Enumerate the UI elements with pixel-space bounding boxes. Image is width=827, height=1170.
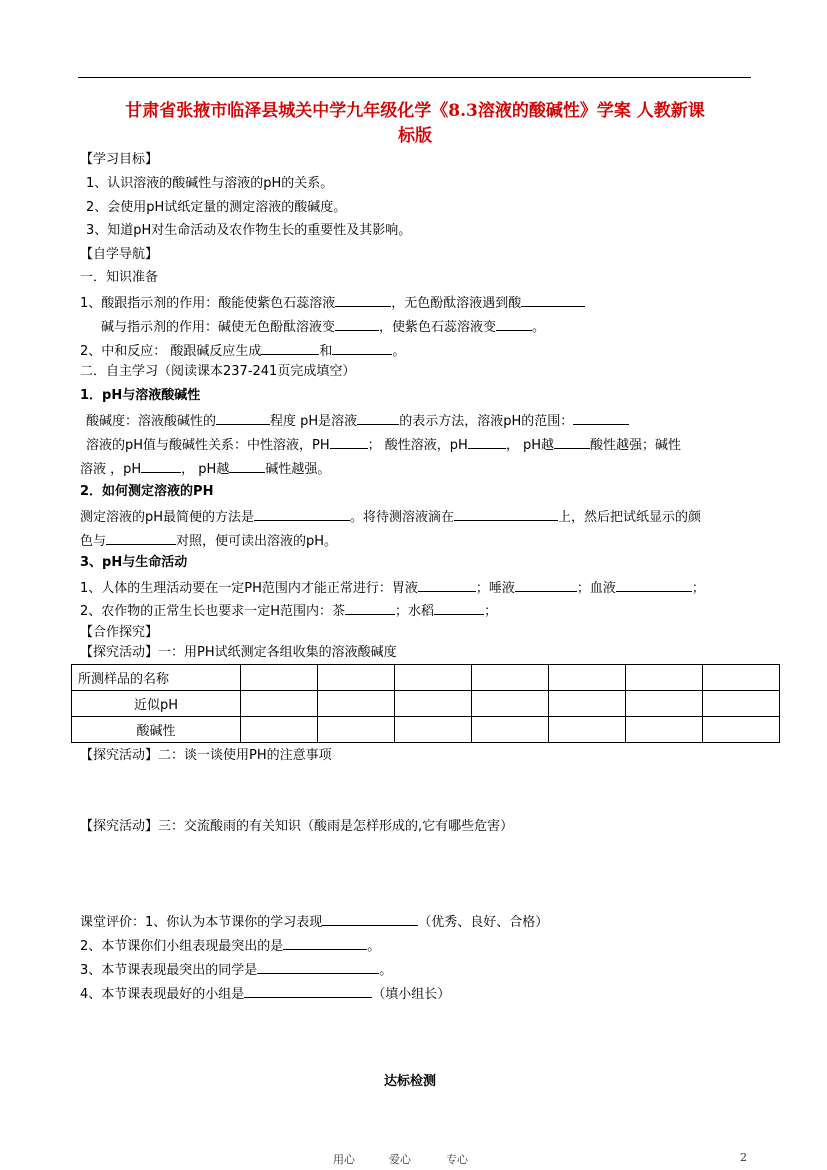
blank[interactable] xyxy=(573,410,629,425)
section-self-heading: 【自学导航】 xyxy=(80,247,159,262)
table-cell[interactable] xyxy=(703,691,780,717)
blank[interactable] xyxy=(330,434,368,449)
blank[interactable] xyxy=(244,983,372,998)
table-cell[interactable] xyxy=(318,665,395,691)
activity-3-heading: 【探究活动】三：交流酸雨的有关知识（酸雨是怎样形成的,它有哪些危害） xyxy=(80,819,514,834)
blank[interactable] xyxy=(254,506,350,521)
eval-line-4: 4、本节课表现最好的小组是 （填小组长） xyxy=(80,983,450,1005)
header-rule xyxy=(78,77,751,78)
footer-text-1: 用心 xyxy=(333,1153,355,1166)
row-label-sample-name: 所测样品的名称 xyxy=(72,665,241,691)
blank[interactable] xyxy=(468,434,506,449)
blank[interactable] xyxy=(515,577,577,592)
blank[interactable] xyxy=(554,434,590,449)
blank[interactable] xyxy=(141,458,181,473)
prep-line-3: 2、中和反应： 酸跟碱反应生成 和 。 xyxy=(80,340,405,362)
measure-line-1: 测定溶液的pH最简便的方法是 。将待测溶液滴在 上，然后把试纸显示的颜 xyxy=(80,506,701,528)
table-cell[interactable] xyxy=(318,717,395,743)
blank[interactable] xyxy=(496,316,532,331)
footer-text-3: 专心 xyxy=(446,1153,468,1166)
ph-line-2: 溶液的pH值与酸碱性关系：中性溶液，PH ； 酸性溶液，pH ， pH越 酸性越强；碱性 xyxy=(86,434,681,456)
experiment-table xyxy=(71,664,780,743)
blank[interactable] xyxy=(261,340,319,355)
blank[interactable] xyxy=(616,577,692,592)
table-cell[interactable] xyxy=(241,665,318,691)
part1-title: 一．知识准备 xyxy=(80,270,159,285)
heading-ph-life: 3、pH与生命活动 xyxy=(80,555,188,570)
table-cell[interactable] xyxy=(241,717,318,743)
blank[interactable] xyxy=(229,458,265,473)
blank[interactable] xyxy=(335,292,391,307)
row-label-acidity: 酸碱性 xyxy=(72,717,241,743)
test-section-title: 达标检测 xyxy=(384,1074,437,1089)
document-title-line2: 标版 xyxy=(398,126,432,146)
blank[interactable] xyxy=(283,935,367,950)
table-cell[interactable] xyxy=(549,665,626,691)
table-row xyxy=(72,691,780,717)
blank[interactable] xyxy=(216,410,270,425)
blank[interactable] xyxy=(257,959,379,974)
activity-1-heading: 【探究活动】一：用PH试纸测定各组收集的溶液酸碱度 xyxy=(80,645,397,660)
heading-ph-acidity: 1．pH与溶液酸碱性 xyxy=(80,388,201,403)
row-label-approx-ph: 近似pH xyxy=(72,691,241,717)
eval-line-2: 2、本节课你们小组表现最突出的是 。 xyxy=(80,935,380,957)
blank[interactable] xyxy=(322,911,418,926)
table-cell[interactable] xyxy=(395,717,472,743)
prep-line-1: 1、酸跟指示剂的作用：酸能使紫色石蕊溶液 ，无色酚酞溶液遇到酸 xyxy=(80,292,585,314)
table-cell[interactable] xyxy=(318,691,395,717)
life-line-1: 1、人体的生理活动要在一定PH范围内才能正常进行：胃液 ；唾液 ；血液 ； xyxy=(80,577,705,599)
activity-2-heading: 【探究活动】二：谈一谈使用PH的注意事项 xyxy=(80,748,332,763)
table-cell[interactable] xyxy=(703,665,780,691)
table-cell[interactable] xyxy=(626,717,703,743)
goal-3: 3、知道pH对生命活动及农作物生长的重要性及其影响。 xyxy=(86,223,412,238)
page-number: 2 xyxy=(740,1151,747,1164)
table-row xyxy=(72,717,780,743)
table-cell[interactable] xyxy=(395,691,472,717)
section-goals-heading: 【学习目标】 xyxy=(80,152,159,167)
footer-text-2: 爱心 xyxy=(389,1153,411,1166)
blank[interactable] xyxy=(335,316,379,331)
blank[interactable] xyxy=(434,600,484,615)
blank[interactable] xyxy=(521,292,585,307)
blank[interactable] xyxy=(332,340,392,355)
table-row xyxy=(72,665,780,691)
prep-line-2: 碱与指示剂的作用：碱使无色酚酞溶液变 ，使紫色石蕊溶液变 。 xyxy=(101,316,545,338)
table-cell[interactable] xyxy=(703,717,780,743)
table-cell[interactable] xyxy=(549,717,626,743)
goal-1: 1、认识溶液的酸碱性与溶液的pH的关系。 xyxy=(86,176,334,191)
table-cell[interactable] xyxy=(549,691,626,717)
blank[interactable] xyxy=(357,410,399,425)
goal-2: 2、会使用pH试纸定量的测定溶液的酸碱度。 xyxy=(86,200,347,215)
document-title-line1: 甘肃省张掖市临泽县城关中学九年级化学《8.3溶液的酸碱性》学案 人教新课 xyxy=(125,101,705,121)
heading-measure-ph: 2．如何测定溶液的PH xyxy=(80,484,214,499)
life-line-2: 2、农作物的正常生长也要求一定H范围内：茶 ；水稻 ； xyxy=(80,600,497,622)
eval-line-3: 3、本节课表现最突出的同学是 。 xyxy=(80,959,392,981)
part2-title: 二．自主学习（阅读课本237-241页完成填空） xyxy=(80,364,356,379)
table-cell[interactable] xyxy=(472,717,549,743)
blank[interactable] xyxy=(106,530,176,545)
ph-line-3: 溶液 ，pH ， pH越 碱性越强。 xyxy=(80,458,330,480)
table-cell[interactable] xyxy=(395,665,472,691)
ph-line-1: 酸碱度：溶液酸碱性的 程度 pH是溶液 的表示方法，溶液pH的范围： xyxy=(86,410,629,432)
table-cell[interactable] xyxy=(472,691,549,717)
table-cell[interactable] xyxy=(626,665,703,691)
measure-line-2: 色与 对照，便可读出溶液的pH。 xyxy=(80,530,337,552)
blank[interactable] xyxy=(454,506,558,521)
table-cell[interactable] xyxy=(472,665,549,691)
blank[interactable] xyxy=(418,577,476,592)
eval-line-1: 课堂评价：1、你认为本节课你的学习表现 （优秀、良好、合格） xyxy=(80,911,548,933)
table-cell[interactable] xyxy=(626,691,703,717)
section-coop-heading: 【合作探究】 xyxy=(80,625,159,640)
blank[interactable] xyxy=(345,600,395,615)
table-cell[interactable] xyxy=(241,691,318,717)
